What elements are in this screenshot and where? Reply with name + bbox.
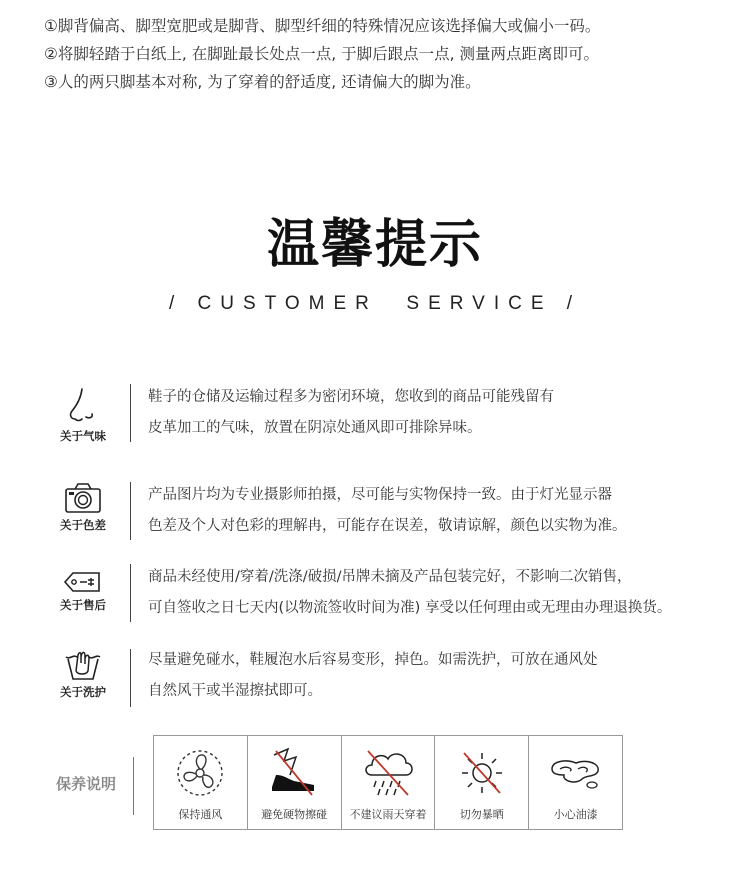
tip-line: 皮革加工的气味，放置在阴凉处通风即可排除异味。 — [148, 420, 482, 436]
care-item-no-hard-object — [248, 736, 342, 829]
care-item-no-sun — [435, 736, 529, 829]
tip-divider — [130, 384, 131, 442]
tip-text — [148, 562, 671, 624]
price-tag-icon — [63, 570, 103, 594]
tip-text — [148, 480, 627, 542]
care-label: 保持通风 — [178, 808, 223, 821]
care-item-ventilate — [154, 736, 248, 829]
care-section — [0, 735, 750, 830]
size-note: ①脚背偏高、脚型宽肥或是脚背、脚型纤细的特殊情况应该选择偏大或偏小一码。 — [44, 17, 601, 35]
tip-line: 自然风干或半湿擦拭即可。 — [148, 683, 322, 699]
nose-icon — [68, 387, 98, 425]
care-item-no-rain — [342, 736, 436, 829]
size-note: ③人的两只脚基本对称, 为了穿着的舒适度, 还请偏大的脚为准。 — [44, 73, 481, 91]
oil-stain-icon — [546, 745, 606, 801]
tip-label: 关于气味 — [60, 429, 106, 443]
care-label: 切勿暴晒 — [459, 808, 504, 821]
tip-divider — [130, 564, 131, 622]
tip-label: 关于售后 — [60, 598, 106, 612]
no-sun-icon — [454, 745, 510, 801]
tip-line: 产品图片均为专业摄影师拍摄，尽可能与实物保持一致。由于灯光显示器 — [148, 487, 612, 503]
tip-line: 可自签收之日七天内(以物流签收时间为准) 享受以任何理由或无理由办理退换货。 — [148, 600, 672, 616]
tip-text — [148, 382, 554, 444]
tip-divider — [130, 649, 131, 707]
fan-icon — [172, 745, 228, 801]
care-icons-table — [153, 735, 623, 830]
tip-text — [148, 645, 598, 707]
tip-divider — [130, 482, 131, 540]
tip-line: 商品未经使用/穿着/洗涤/破损/吊牌未摘及产品包装完好，不影响二次销售， — [148, 569, 632, 585]
tip-line: 色差及个人对色彩的理解冉，可能存在误差，敬请谅解，颜色以实物为准。 — [148, 518, 627, 534]
size-note: ②将脚轻踏于白纸上, 在脚趾最长处点一点, 于脚后跟点一点, 测量两点距离即可。 — [44, 45, 599, 63]
tip-line: 尽量避免碰水，鞋履泡水后容易变形，掉色。如需洗护，可放在通风处 — [148, 652, 598, 668]
no-hard-object-icon — [266, 745, 322, 801]
tip-label: 关于洗护 — [60, 685, 106, 699]
camera-icon — [64, 482, 102, 514]
care-label: 不建议雨天穿着 — [349, 808, 427, 821]
page-title: 温馨提示 — [266, 215, 483, 275]
hand-wash-icon — [64, 647, 102, 681]
tip-label: 关于色差 — [60, 518, 106, 532]
no-rain-icon — [360, 745, 416, 801]
care-item-oil-paint — [529, 736, 622, 829]
care-label: 避免硬物擦碰 — [261, 808, 328, 821]
care-divider — [133, 757, 134, 815]
page-subtitle: / CUSTOMER SERVICE / — [168, 293, 582, 314]
size-notes — [44, 12, 600, 96]
care-label: 小心油漆 — [553, 808, 598, 821]
care-title: 保养说明 — [56, 775, 117, 793]
tip-line: 鞋子的仓储及运输过程多为密闭环境，您收到的商品可能残留有 — [148, 389, 554, 405]
